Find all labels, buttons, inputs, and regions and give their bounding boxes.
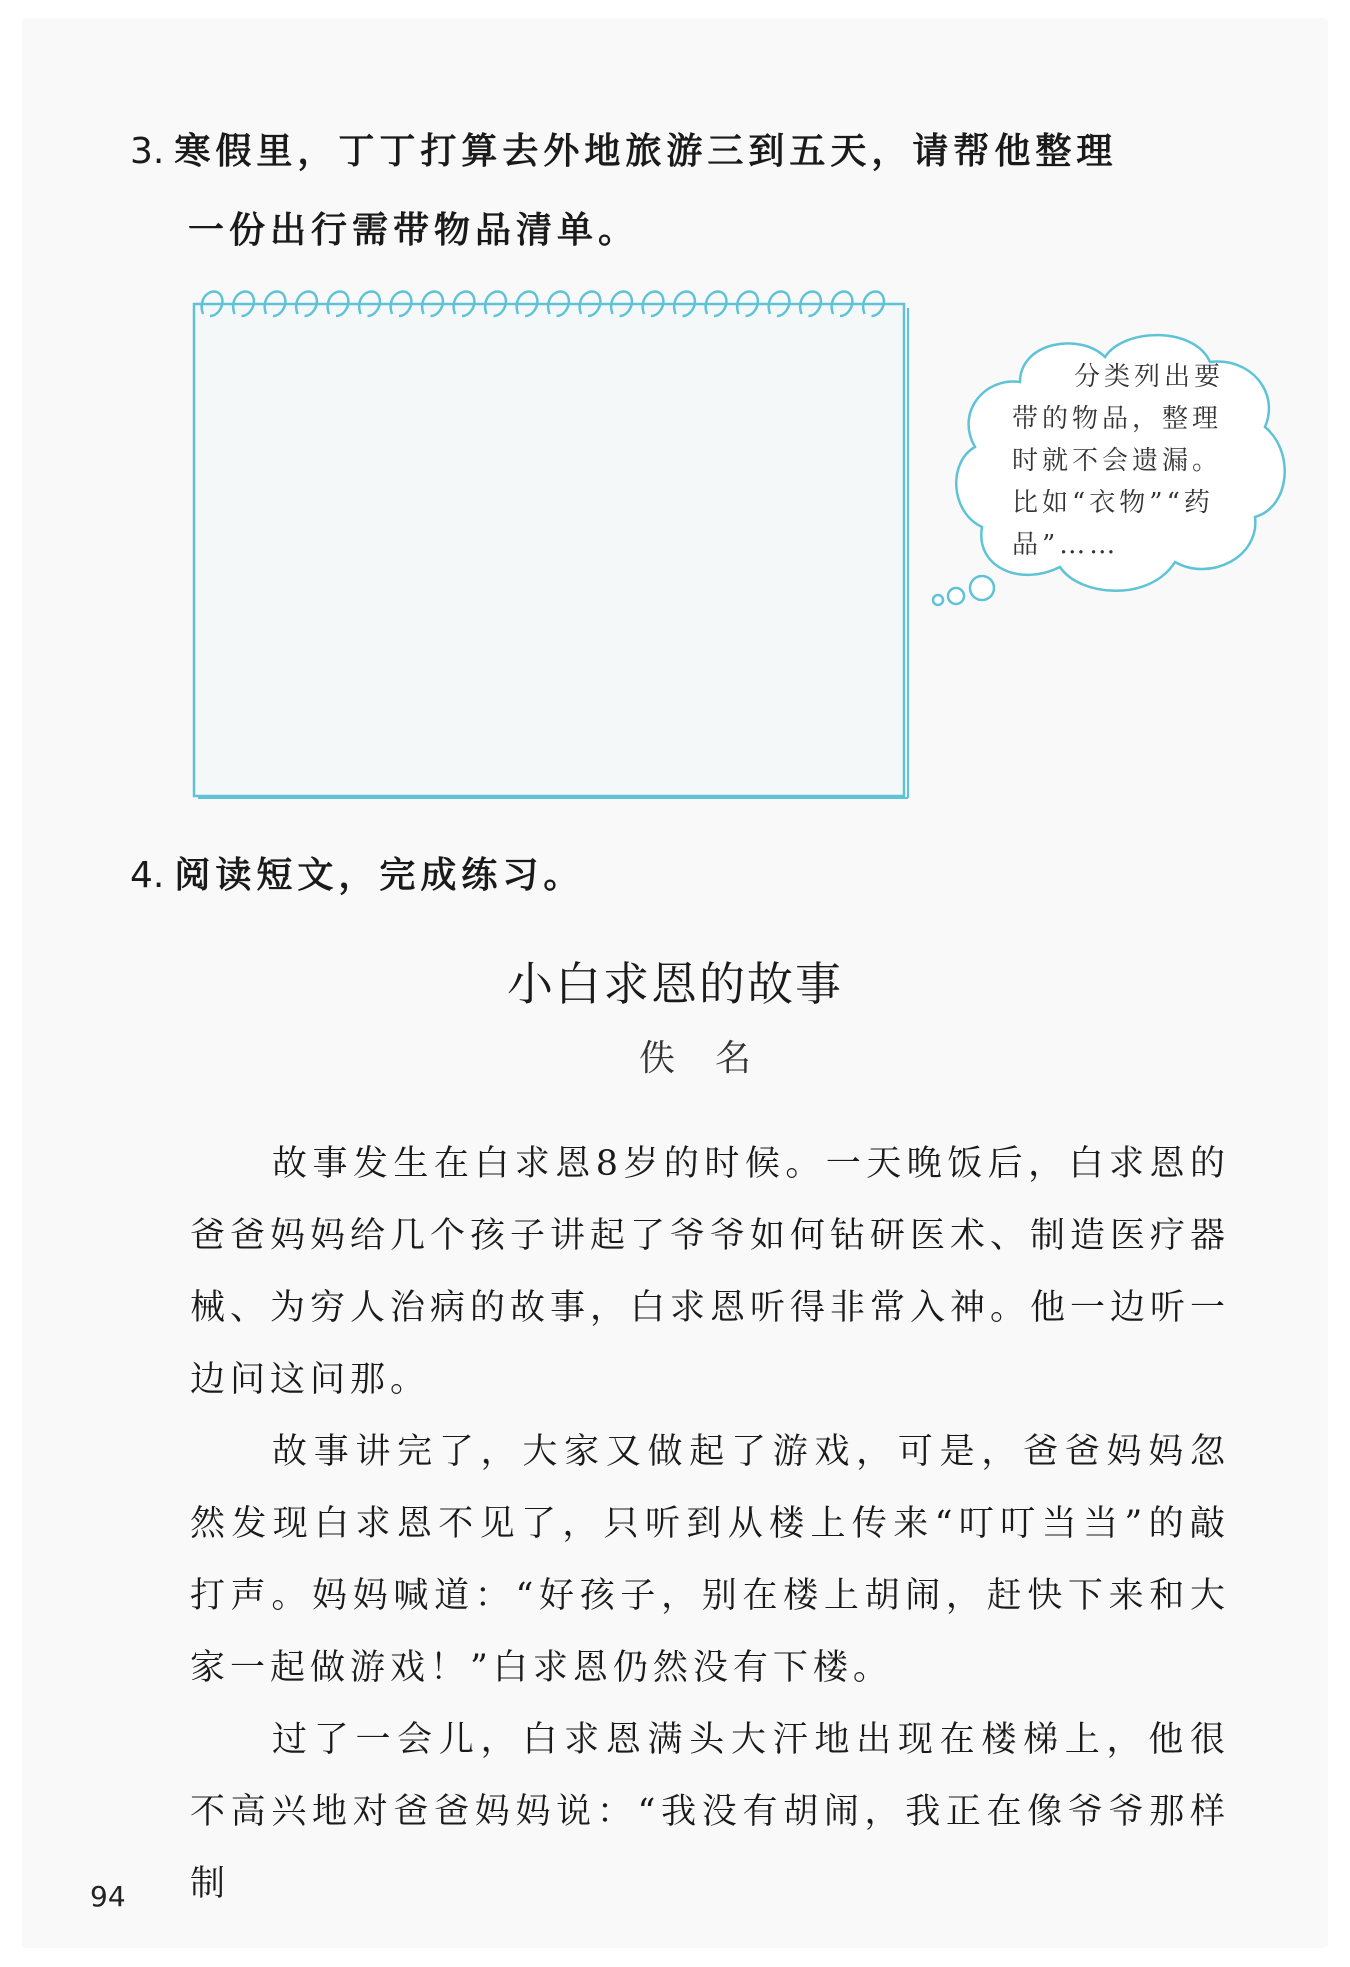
tip-line-3: 时就不会遗漏。 bbox=[1012, 446, 1223, 476]
notebook-answer-area[interactable] bbox=[186, 280, 910, 802]
story-paragraph-3: 过了一会儿，白求恩满头大汗地出现在楼梯上，他很不高兴地对爸爸妈妈说：“我没有胡闹，我正在像爷爷那样制 bbox=[190, 1720, 1230, 1904]
story-paragraph-2: 故事讲完了，大家又做起了游戏，可是，爸爸妈妈忽然发现白求恩不见了，只听到从楼上传来“叮叮当当”的敲打声。妈妈喊道：“好孩子，别在楼上胡闹，赶快下来和大家一起做游戏！”白求恩仍然没有下楼。 bbox=[190, 1432, 1230, 1688]
tip-line-1: 分类列出要 bbox=[1074, 362, 1225, 392]
story-title: 小白求恩的故事 bbox=[507, 957, 843, 1011]
question-3-line-2: 一份出行需带物品清单。 bbox=[188, 209, 640, 251]
page-number: 94 bbox=[90, 1880, 126, 1913]
question-3-line-1: 寒假里，丁丁打算去外地旅游三到五天，请帮他整理 bbox=[174, 130, 1118, 172]
story-paragraph-1: 故事发生在白求恩8岁的时候。一天晚饭后，白求恩的爸爸妈妈给几个孩子讲起了爷爷如何钻研医术、制造医疗器械、为穷人治病的故事，白求恩听得非常入神。他一边听一边问这问那。 bbox=[190, 1144, 1231, 1400]
tip-line-4: 比如“衣物”“药 bbox=[1012, 488, 1214, 518]
tip-line-5: 品”…… bbox=[1012, 530, 1120, 560]
thought-cloud-tip bbox=[1012, 356, 1236, 566]
tip-line-2: 带的物品，整理 bbox=[1012, 404, 1223, 434]
question-3 bbox=[130, 112, 1240, 269]
question-4 bbox=[130, 836, 584, 915]
question-4-text: 阅读短文，完成练习。 bbox=[174, 854, 585, 896]
question-4-number: 4. bbox=[130, 855, 165, 896]
story-author: 佚名 bbox=[638, 1038, 791, 1079]
question-3-number: 3. bbox=[130, 131, 165, 172]
